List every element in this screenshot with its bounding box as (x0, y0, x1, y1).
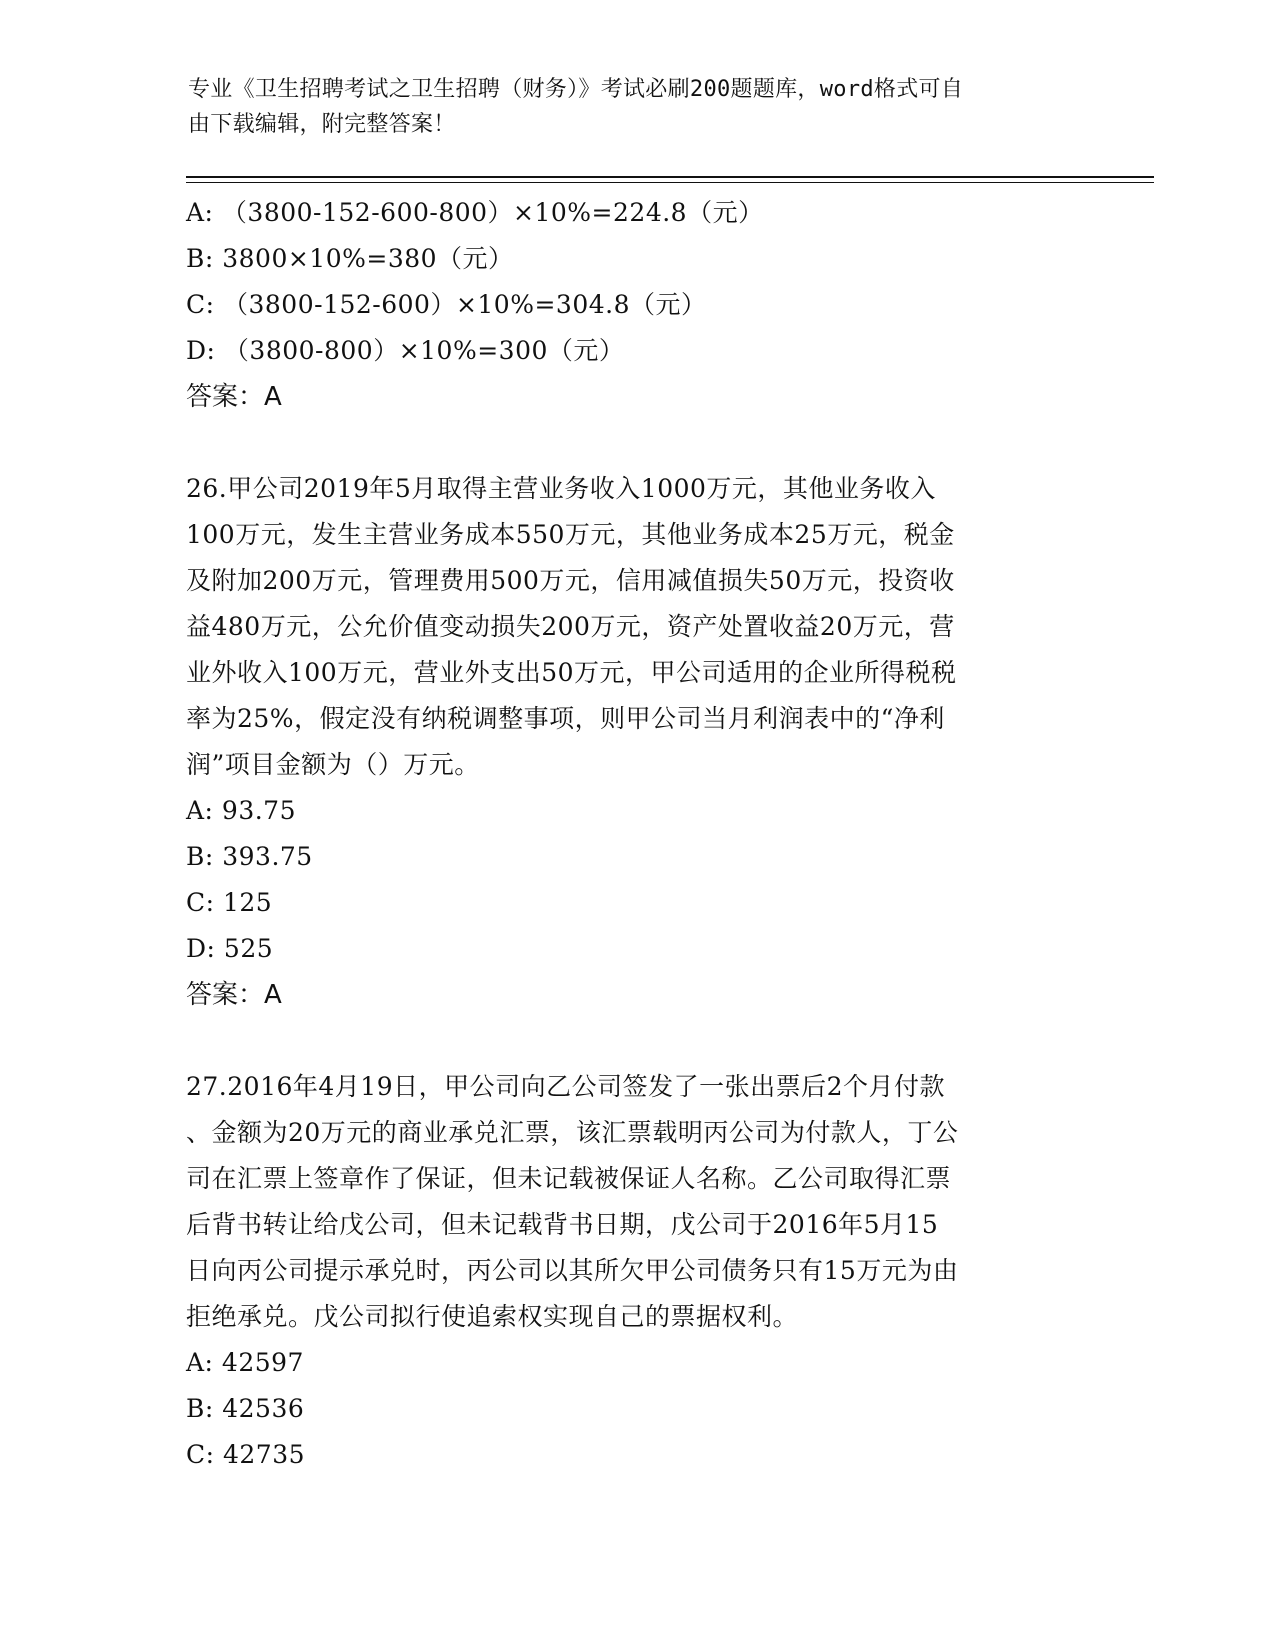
answer-line: 答案：A (186, 980, 282, 1010)
question-27 (186, 1064, 1086, 1478)
header-divider-thin (186, 182, 1154, 183)
document-body (186, 190, 1086, 1478)
option-a: A: （3800-152-600-800）×10%=224.8（元） (186, 198, 764, 227)
question-text-line: 日向丙公司提示承兑时，丙公司以其所欠甲公司债务只有15万元为由 (186, 1256, 959, 1285)
header-divider-thick (186, 176, 1154, 178)
question-text-line: 27.2016年4月19日，甲公司向乙公司签发了一张出票后2个月付款 (186, 1072, 946, 1101)
question-text-line: 后背书转让给戊公司，但未记载背书日期，戊公司于2016年5月15 (186, 1210, 939, 1239)
option-b: B: 42536 (186, 1394, 305, 1423)
option-a: A: 93.75 (186, 796, 296, 825)
previous-question-options (186, 190, 1086, 420)
question-text-line: 率为25%，假定没有纳税调整事项，则甲公司当月利润表中的“净利 (186, 704, 945, 733)
option-d: D: 525 (186, 934, 274, 963)
question-text-line: 司在汇票上签章作了保证，但未记载被保证人名称。乙公司取得汇票 (186, 1164, 952, 1193)
header-line-2: 由下载编辑，附完整答案！ (188, 112, 456, 137)
question-text-line: 业外收入100万元，营业外支出50万元，甲公司适用的企业所得税税 (186, 658, 957, 687)
option-c: C: （3800-152-600）×10%=304.8（元） (186, 290, 707, 319)
question-text-line: 及附加200万元，管理费用500万元，信用减值损失50万元，投资收 (186, 566, 955, 595)
document-header (188, 72, 1068, 142)
question-text-line: 润”项目金额为（）万元。 (186, 750, 480, 779)
question-text-line: 益480万元，公允价值变动损失200万元，资产处置收益20万元，营 (186, 612, 955, 641)
question-text-line: 、金额为20万元的商业承兑汇票，该汇票载明丙公司为付款人，丁公 (186, 1118, 959, 1147)
question-text-line: 26.甲公司2019年5月取得主营业务收入1000万元，其他业务收入 (186, 474, 936, 503)
question-text-line: 拒绝承兑。戊公司拟行使追索权实现自己的票据权利。 (186, 1302, 799, 1331)
option-b: B: 3800×10%=380（元） (186, 244, 514, 273)
option-c: C: 42735 (186, 1440, 306, 1469)
question-26 (186, 466, 1086, 1018)
option-c: C: 125 (186, 888, 273, 917)
option-d: D: （3800-800）×10%=300（元） (186, 336, 625, 365)
option-b: B: 393.75 (186, 842, 313, 871)
header-line-1: 专业《卫生招聘考试之卫生招聘（财务）》考试必刷200题题库，word格式可自 (188, 77, 964, 102)
question-text-line: 100万元，发生主营业务成本550万元，其他业务成本25万元，税金 (186, 520, 955, 549)
option-a: A: 42597 (186, 1348, 304, 1377)
answer-line: 答案：A (186, 382, 282, 412)
